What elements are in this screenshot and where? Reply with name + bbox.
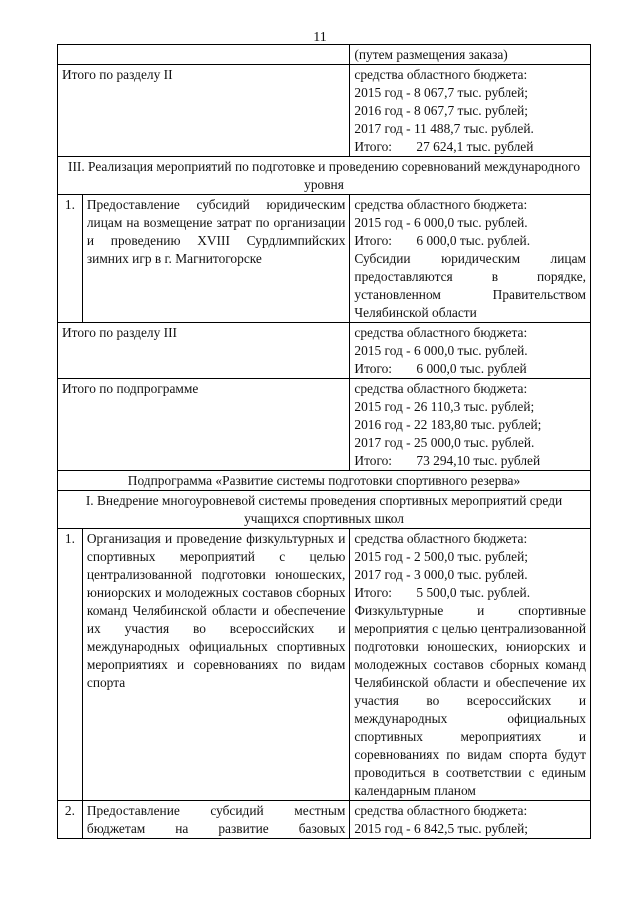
financing-cell	[350, 379, 591, 471]
financing-line: 2017 год - 3 000,0 тыс. рублей.	[354, 567, 528, 582]
financing-line: 2017 год - 25 000,0 тыс. рублей.	[354, 435, 535, 450]
financing-line: средства областного бюджета:	[354, 381, 528, 396]
financing-line: средства областного бюджета:	[354, 67, 528, 82]
financing-cell	[350, 529, 591, 801]
item-number: 1.	[58, 195, 83, 323]
table-row-total-subprogram	[58, 379, 591, 471]
section-header: III. Реализация мероприятий по подготовке и проведению соревнований международного уровня	[58, 157, 591, 195]
total-label: Итого:	[354, 361, 393, 376]
table-row-item-3-1	[58, 195, 591, 323]
table-row-section-1-header	[58, 491, 591, 529]
financing-line: 2015 год - 6 842,5 тыс. рублей;	[354, 821, 529, 836]
financing-cell	[350, 45, 591, 65]
item-description: Организация и проведение физкультурных и спортивных мероприятий с целью централизованной подготовки юношеских, юниорских и молодежных составов сборных команд Челябинской области и обеспечение их участия во всероссийских и международных официальных спортивных мероприятиях и соревнованиях по видам спорта	[82, 529, 350, 801]
table-row-subprogram-header	[58, 471, 591, 491]
financing-line: 2015 год - 26 110,3 тыс. рублей;	[354, 399, 535, 414]
total-value: 73 294,10 тыс. рублей	[416, 453, 541, 468]
financing-total-line	[354, 584, 586, 602]
total-value: 6 000,0 тыс. рублей	[416, 361, 527, 376]
total-value: 27 624,1 тыс. рублей	[416, 139, 534, 154]
table-row-top-fragment	[58, 45, 591, 65]
total-label: Итого по разделу II	[58, 65, 350, 157]
item-number: 2.	[58, 801, 83, 839]
financing-cell	[350, 195, 591, 323]
financing-note: Физкультурные и спортивные мероприятия с целью централизованной подготовки юношеских, юниорских и молодежных составов сборных команд Челябинской области и обеспечение их участия во всероссийских и международных официальных спортивных мероприятиях и соревнованиях по видам спорта будут проводиться в соответствии с единым календарным планом	[354, 603, 586, 798]
financing-line: 2015 год - 8 067,7 тыс. рублей;	[354, 85, 529, 100]
total-label: Итого:	[354, 139, 393, 154]
financing-line: средства областного бюджета:	[354, 803, 528, 818]
program-table	[57, 44, 591, 839]
financing-line: 2016 год - 22 183,80 тыс. рублей;	[354, 417, 542, 432]
table-row-item-1-2	[58, 801, 591, 839]
total-label: Итого:	[354, 233, 393, 248]
financing-total-line	[354, 232, 586, 250]
financing-note: Субсидии юридическим лицам предоставляются в порядке, установленном Правительством Челябинской области	[354, 251, 586, 320]
table-row-total-section-2	[58, 65, 591, 157]
financing-line: средства областного бюджета:	[354, 197, 528, 212]
total-label: Итого по подпрограмме	[58, 379, 350, 471]
item-number: 1.	[58, 529, 83, 801]
financing-total-line	[354, 452, 586, 470]
subprogram-header: Подпрограмма «Развитие системы подготовки спортивного резерва»	[58, 471, 591, 491]
financing-line: 2015 год - 6 000,0 тыс. рублей.	[354, 215, 528, 230]
financing-line: 2017 год - 11 488,7 тыс. рублей.	[354, 121, 534, 136]
financing-cell	[350, 65, 591, 157]
financing-line: средства областного бюджета:	[354, 531, 528, 546]
table-row-section-3-header	[58, 157, 591, 195]
item-description: Предоставление субсидий юридическим лицам на возмещение затрат по организации и проведению XVIII Сурдлимпийских зимних игр в г. Магнитогорске	[82, 195, 350, 323]
financing-line: (путем размещения заказа)	[354, 47, 508, 62]
item-description: Предоставление субсидий местным бюджетам на развитие базовых	[82, 801, 350, 839]
financing-line: 2015 год - 6 000,0 тыс. рублей.	[354, 343, 528, 358]
total-label: Итого:	[354, 453, 393, 468]
financing-total-line	[354, 360, 586, 378]
empty-cell	[58, 45, 350, 65]
financing-line: 2015 год - 2 500,0 тыс. рублей;	[354, 549, 529, 564]
total-value: 6 000,0 тыс. рублей.	[416, 233, 531, 248]
financing-line: средства областного бюджета:	[354, 325, 528, 340]
financing-total-line	[354, 138, 586, 156]
table-row-item-1-1	[58, 529, 591, 801]
table-row-total-section-3	[58, 323, 591, 379]
section-header: I. Внедрение многоуровневой системы проведения спортивных мероприятий среди учащихся спортивных школ	[58, 491, 591, 529]
total-label: Итого по разделу III	[58, 323, 350, 379]
financing-cell	[350, 801, 591, 839]
financing-line: 2016 год - 8 067,7 тыс. рублей;	[354, 103, 529, 118]
total-label: Итого:	[354, 585, 393, 600]
page-number: 11	[313, 30, 327, 45]
total-value: 5 500,0 тыс. рублей.	[416, 585, 531, 600]
financing-cell	[350, 323, 591, 379]
